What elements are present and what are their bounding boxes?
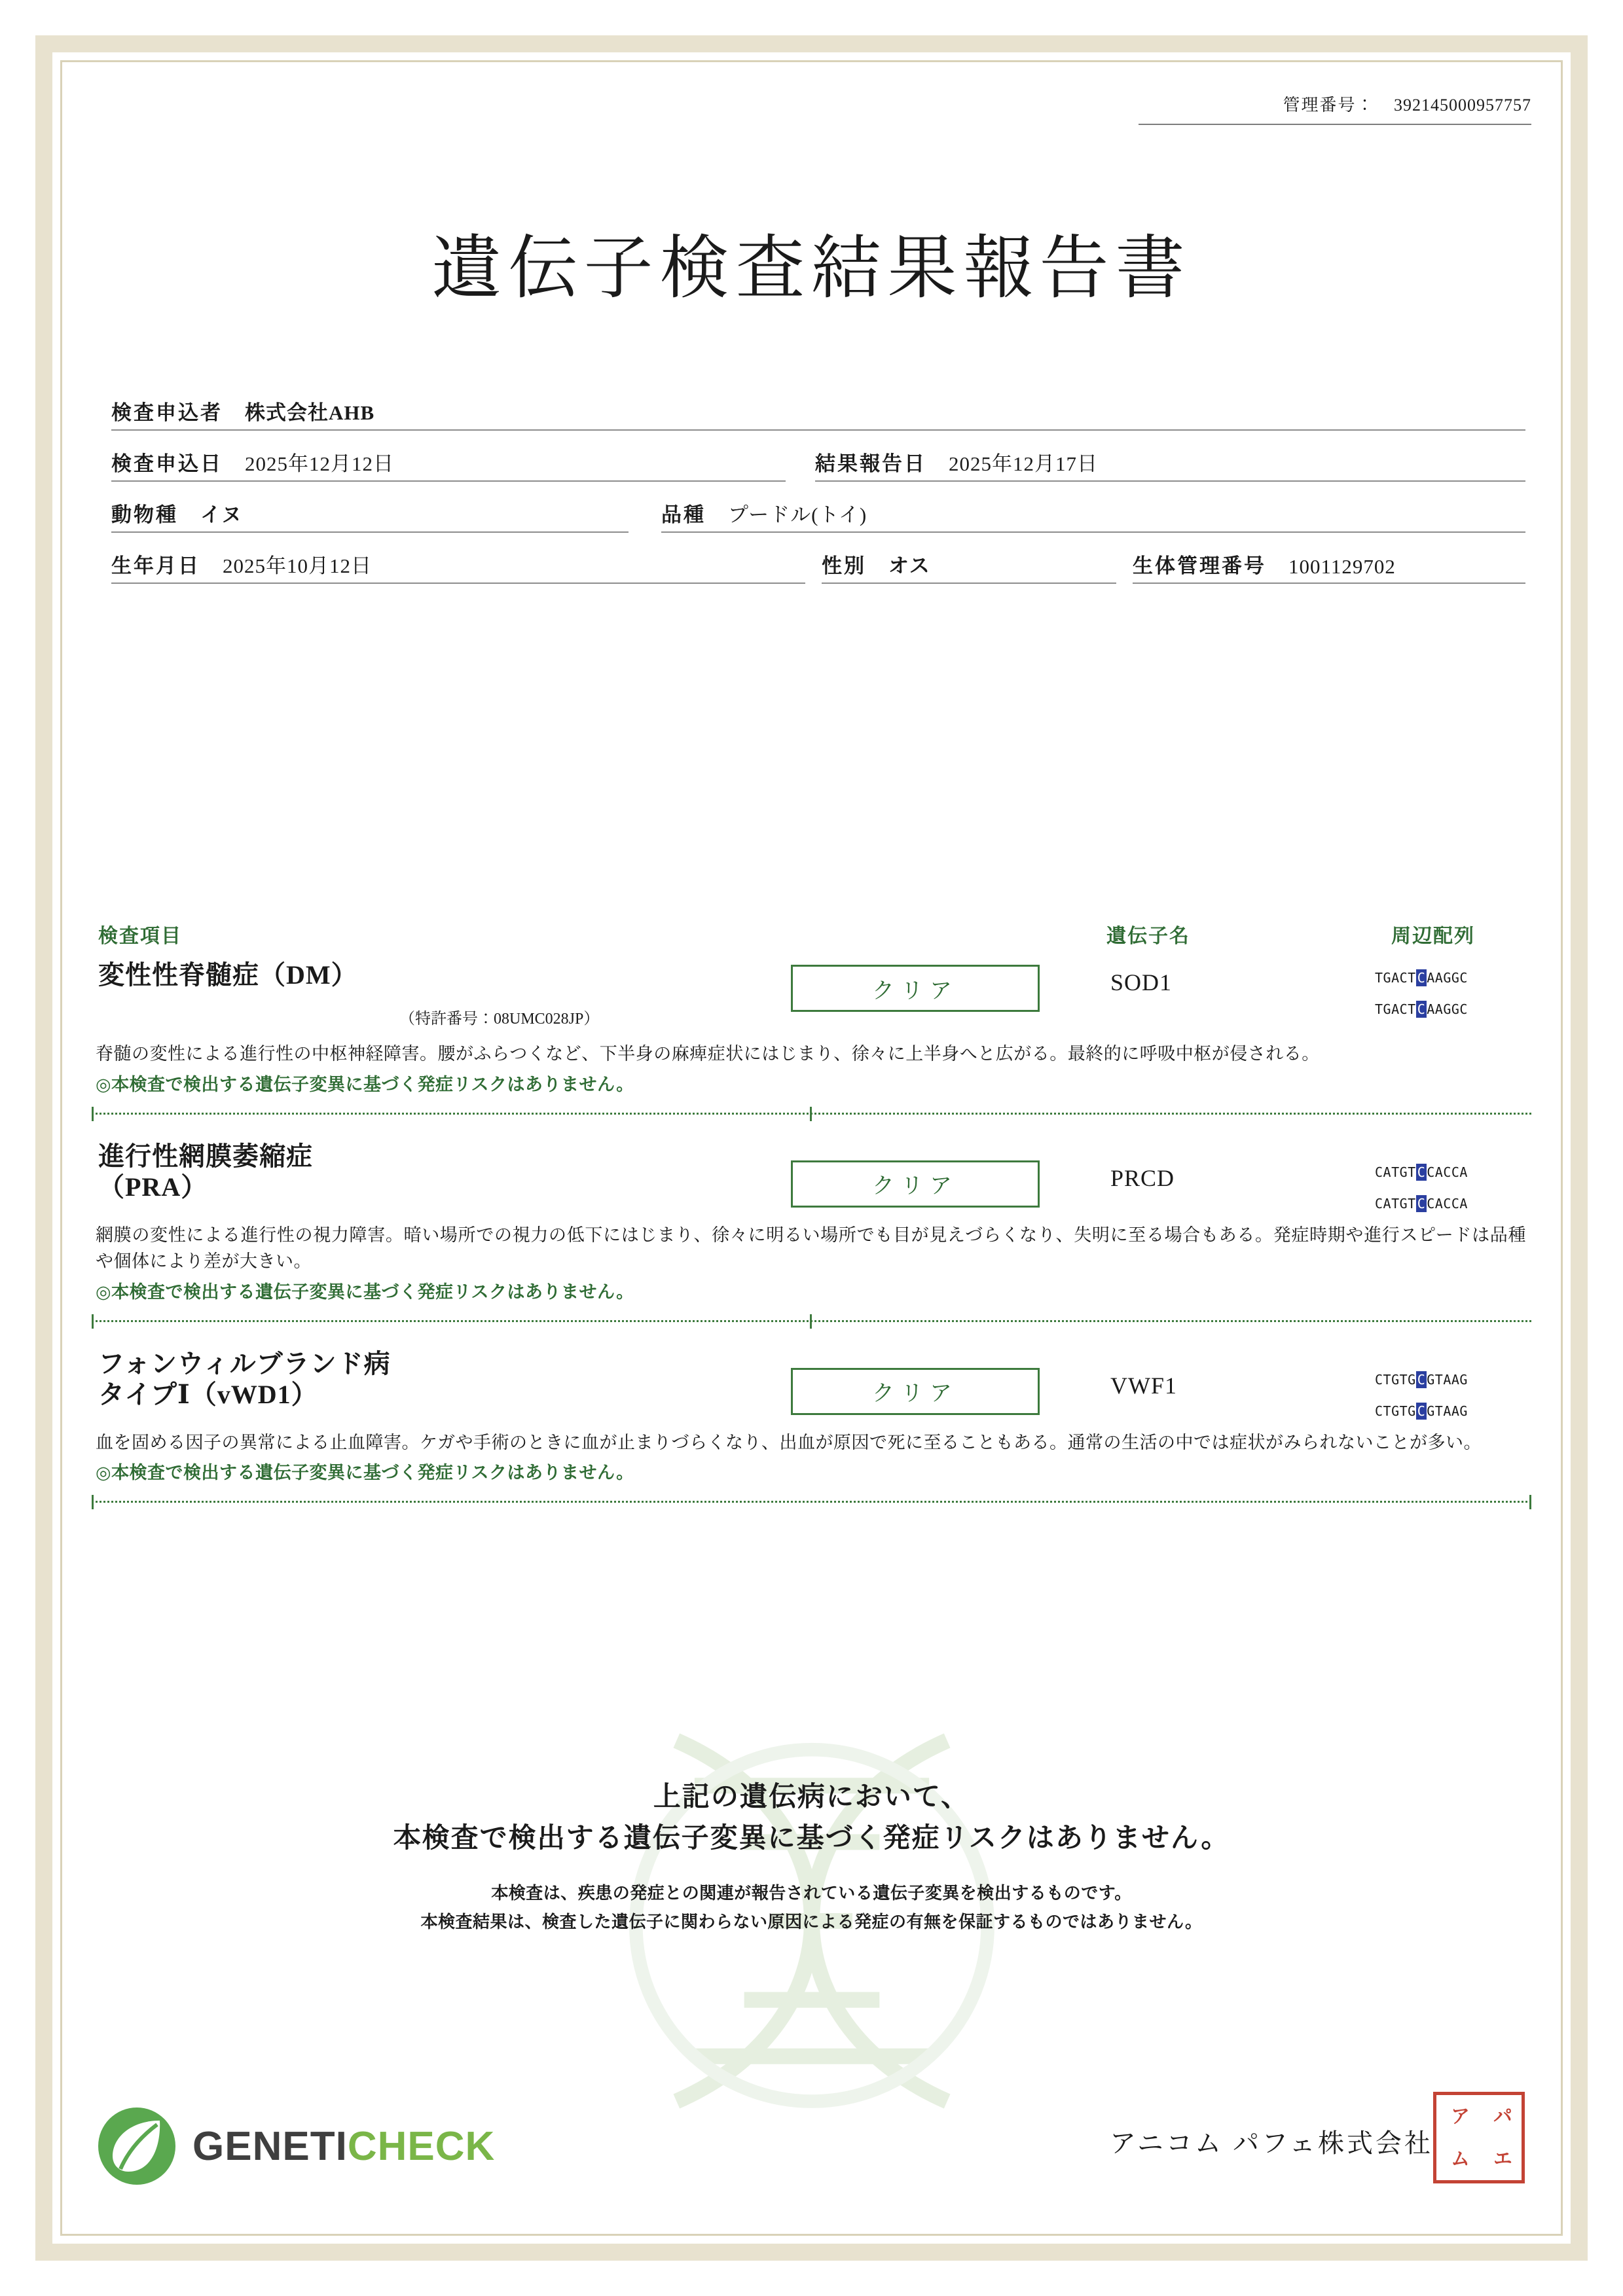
test-name <box>98 1141 313 1202</box>
logo-wordmark <box>192 2123 495 2170</box>
control-number <box>1139 92 1531 125</box>
field-applicant <box>111 390 1525 431</box>
sequence-bottom-suffix: GTAAG <box>1427 1403 1468 1419</box>
gene-name: SOD1 <box>1110 969 1173 996</box>
judgement-badge: クリア <box>791 1368 1040 1415</box>
test-row <box>92 1137 1531 1322</box>
sequence-top <box>1375 1157 1468 1188</box>
section-divider <box>92 1320 1531 1322</box>
sequence-bottom <box>1375 1395 1468 1427</box>
seal-col-left-2 <box>1479 2138 1522 2180</box>
sequence-top-prefix: CTGTG <box>1375 1371 1416 1388</box>
logo-text-b: CHECK <box>347 2123 496 2169</box>
leaf-icon <box>98 2108 175 2185</box>
section-divider <box>92 1501 1531 1503</box>
test-description: 網膜の変性による進行性の視力障害。暗い場所での視力の低下にはじまり、徐々に明るい場所でも目が見えづらくなり、失明に至る場合もある。発症時期や進行スピードは品種や個体により差が大きい。 <box>96 1225 1526 1271</box>
issuing-company: アニコム パフェ株式会社 <box>1110 2128 1433 2158</box>
species-label: 動物種 <box>111 503 178 526</box>
sequence-top-variant: C <box>1417 1371 1426 1388</box>
header-gene: 遺伝子名 <box>1106 925 1190 947</box>
info-line-birth <box>111 533 1512 584</box>
gene-name: VWF1 <box>1110 1372 1177 1399</box>
summary-block <box>92 1777 1531 1937</box>
test-name-line1: 変性性脊髄症（DM） <box>98 960 358 990</box>
test-name-line1: 進行性網膜萎縮症 <box>98 1141 313 1171</box>
seal-col-left <box>1479 2095 1522 2138</box>
summary-line-1: 上記の遺伝病において、 <box>653 1782 970 1812</box>
test-risk-statement: ◎本検査で検出する遺伝子変異に基づく発症リスクはありません。 <box>96 1074 634 1094</box>
patent-number: （特許番号：08UMC028JP） <box>399 1011 600 1028</box>
sequence-block <box>1375 1364 1468 1427</box>
test-description: 血を固める因子の異常による止血障害。ケガや手術のときに血が止まりづらくなり、出血が原因で死に至ることもある。通常の生活の中では症状がみられないことが多い。 <box>96 1432 1482 1452</box>
info-line-dates <box>111 431 1512 482</box>
seal-col-right-2 <box>1436 2138 1479 2180</box>
species-value: イヌ <box>200 503 242 526</box>
sequence-block <box>1375 962 1468 1025</box>
summary-note-2: 本検査結果は、検査した遺伝子に関わらない原因による発症の有無を保証するものではありません。 <box>420 1912 1203 1932</box>
sequence-bottom-variant: C <box>1417 1195 1426 1211</box>
company-seal <box>1433 2092 1525 2183</box>
sequence-bottom-prefix: CATGT <box>1375 1195 1416 1211</box>
test-risk-statement: ◎本検査で検出する遺伝子変異に基づく発症リスクはありません。 <box>96 1282 634 1302</box>
field-report-date <box>815 441 1525 482</box>
summary-line-2: 本検査で検出する遺伝子変異に基づく発症リスクはありません。 <box>393 1823 1230 1854</box>
test-row <box>92 956 1531 1115</box>
results-table-header <box>98 920 1525 946</box>
header-sequence: 周辺配列 <box>1391 925 1475 947</box>
header-item: 検査項目 <box>98 925 182 947</box>
sequence-top <box>1375 1364 1468 1395</box>
logo-text-a: GENETI <box>192 2123 348 2169</box>
apply-date-label: 検査申込日 <box>111 452 223 475</box>
control-number-label: 管理番号： <box>1283 96 1375 115</box>
sequence-bottom <box>1375 994 1468 1025</box>
sequence-bottom <box>1375 1188 1468 1219</box>
field-apply-date <box>111 441 786 482</box>
sequence-top-suffix: GTAAG <box>1427 1371 1468 1388</box>
field-birth <box>111 543 805 584</box>
breed-value: プードル(トイ) <box>728 503 867 526</box>
field-animal-id <box>1133 543 1525 584</box>
test-name <box>98 1348 391 1410</box>
info-block <box>111 380 1512 584</box>
sex-label: 性別 <box>822 554 866 577</box>
sequence-top-suffix: AAGGC <box>1427 970 1468 986</box>
field-sex <box>822 543 1116 584</box>
applicant-value: 株式会社AHB <box>245 401 375 424</box>
report-date-value: 2025年12月17日 <box>949 452 1098 475</box>
sequence-bottom-suffix: AAGGC <box>1427 1001 1468 1017</box>
test-header-row <box>92 1137 1531 1222</box>
sequence-bottom-prefix: CTGTG <box>1375 1403 1416 1419</box>
animal-id-label: 生体管理番号 <box>1133 554 1266 577</box>
sequence-block <box>1375 1157 1468 1219</box>
field-species <box>111 492 629 533</box>
geneticheck-logo <box>98 2108 495 2185</box>
test-row <box>92 1344 1531 1503</box>
seal-col-right <box>1436 2095 1479 2138</box>
test-name-line1: フォンウィルブランド病 <box>98 1348 391 1378</box>
gene-name: PRCD <box>1110 1164 1175 1191</box>
summary-note-1: 本検査は、疾患の発症との関連が報告されている遺伝子変異を検出するものです。 <box>491 1884 1132 1903</box>
birth-value: 2025年10月12日 <box>223 554 372 577</box>
test-name <box>98 960 358 990</box>
sequence-top-suffix: CACCA <box>1427 1164 1468 1180</box>
control-number-value: 392145000957757 <box>1394 96 1531 115</box>
report-content <box>92 79 1531 2217</box>
sequence-bottom-variant: C <box>1417 1001 1426 1017</box>
apply-date-value: 2025年12月12日 <box>245 452 394 475</box>
section-divider <box>92 1113 1531 1115</box>
animal-id-value: 1001129702 <box>1288 555 1396 578</box>
test-description: 脊髄の変性による進行性の中枢神経障害。腰がふらつくなど、下半身の麻痺症状にはじまり、徐々に上半身へと広がる。最終的に呼吸中枢が侵される。 <box>96 1044 1320 1064</box>
applicant-label: 検査申込者 <box>111 401 223 424</box>
sequence-top-variant: C <box>1417 1164 1426 1180</box>
seal-char: ア <box>1446 2105 1470 2128</box>
breed-label: 品種 <box>661 503 706 526</box>
sex-value: オス <box>888 554 930 577</box>
seal-char: エ <box>1489 2147 1512 2170</box>
sequence-bottom-variant: C <box>1417 1403 1426 1419</box>
judgement-badge: クリア <box>791 965 1040 1012</box>
info-line-applicant <box>111 380 1512 431</box>
sequence-top-prefix: CATGT <box>1375 1164 1416 1180</box>
info-line-species <box>111 482 1512 533</box>
test-header-row <box>92 1344 1531 1429</box>
birth-label: 生年月日 <box>111 554 200 577</box>
seal-char: ム <box>1446 2147 1470 2170</box>
test-header-row <box>92 956 1531 1041</box>
report-date-label: 結果報告日 <box>815 452 926 475</box>
test-name-line2: （PRA） <box>98 1172 208 1202</box>
field-breed <box>661 492 1525 533</box>
sequence-top-variant: C <box>1417 970 1426 986</box>
footer <box>92 2054 1531 2198</box>
test-name-line2: タイプⅠ（vWD1） <box>98 1379 318 1409</box>
page-title: 遺伝子検査結果報告書 <box>431 228 1192 308</box>
judgement-badge: クリア <box>791 1160 1040 1208</box>
seal-char: パ <box>1489 2105 1512 2128</box>
sequence-top <box>1375 962 1468 994</box>
test-risk-statement: ◎本検査で検出する遺伝子変異に基づく発症リスクはありません。 <box>96 1463 634 1482</box>
leaf-glyph <box>109 2117 165 2176</box>
sequence-bottom-prefix: TGACT <box>1375 1001 1416 1017</box>
sequence-top-prefix: TGACT <box>1375 970 1416 986</box>
test-results-list <box>92 956 1531 1507</box>
sequence-bottom-suffix: CACCA <box>1427 1195 1468 1211</box>
